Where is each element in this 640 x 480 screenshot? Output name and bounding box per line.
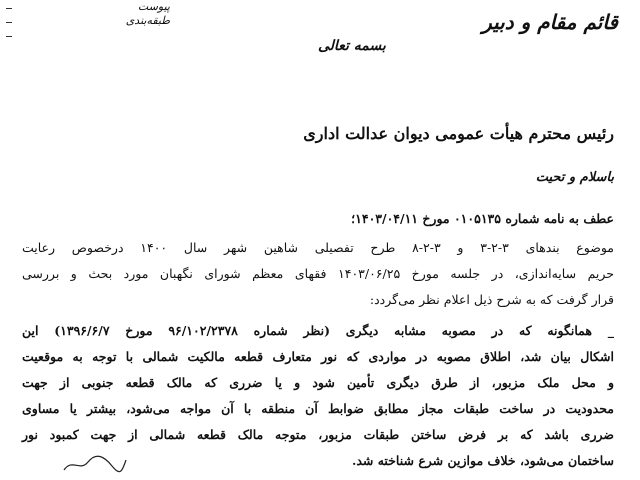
body-line: قرار گرفت که به شرح ذیل اعلام نظر می‌گردد:	[369, 292, 614, 307]
ruling-line: و محل ملک مزبور، از طرق دیگری تأمین شود و یا ضرری که مالک قطعه جنوبی از جهت	[22, 375, 614, 390]
ruling-line: ساختمان می‌شود، خلاف موازین شرع شناخته شد.	[351, 453, 614, 468]
recipient-heading: رئیس محترم هیأت عمومی دیوان عدالت اداری	[303, 124, 614, 143]
reference-line: عطف به نامه شماره ۰۱۰۵۱۳۵ مورخ ۱۴۰۳/۰۴/۱۱؛	[351, 211, 614, 226]
organization-title: قائم مقام و دبیر	[482, 10, 618, 34]
meta-classification-label: طبقه‌بندی	[125, 14, 170, 27]
meta-dash	[6, 22, 12, 23]
body-line: حریم سایه‌اندازی، در جلسه مورخ ۱۴۰۳/۰۶/۲۵ فقهای معظم شورای نگهبان مورد بحث و بررسی	[22, 266, 614, 281]
meta-dash	[6, 8, 12, 9]
body-line: موضوع بندهای ۳-۲-۳ و ۳-۲-۸ طرح تفصیلی شاهین شهر سال ۱۴۰۰ درخصوص رعایت	[22, 240, 614, 255]
bismillah-heading: بسمه تعالی	[318, 38, 386, 54]
ruling-line: ضرری باشد که بر فرض ساختن طبقات مزبور، متوجه مالک قطعه شمالی از جهت کمبود نور	[22, 427, 614, 442]
handwritten-mark-icon	[60, 452, 130, 476]
meta-dash	[6, 36, 12, 37]
meta-attachment-label: پیوست	[137, 0, 170, 13]
ruling-line: _ همانگونه که در مصوبه مشابه دیگری (نظر شماره ۹۶/۱۰۲/۲۳۷۸ مورخ ۱۳۹۶/۶/۷) این	[22, 323, 614, 338]
ruling-line: محدودیت در ساخت طبقات مجاز مطابق ضوابط آن منطقه با آن مواجه می‌شود، بیشتر یا مساوی	[22, 401, 614, 416]
greeting: باسلام و تحیت	[535, 170, 614, 185]
letter-meta	[118, 0, 170, 28]
ruling-line: اشکال بیان شد، اطلاق مصوبه در مواردی که نور متعارف قطعه مالکیت شمالی با توجه به موقعیت	[22, 349, 614, 364]
